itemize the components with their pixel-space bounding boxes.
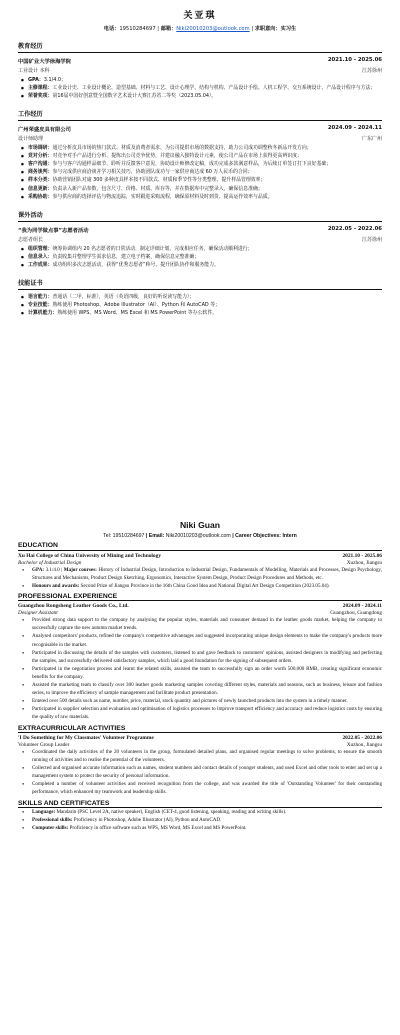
activity-location: 江苏徐州 xyxy=(361,236,382,243)
work-list xyxy=(18,144,382,201)
company-name: Guangzhou Rongsheng Leather Goods Co., Ltd. xyxy=(18,603,129,610)
contact-line: Tel: 19510284697 | Email: Niki20010203@outlook.com | Career Objectives: Intern xyxy=(103,533,297,539)
company-name: 广州荣盛皮具有限公司 xyxy=(18,126,71,133)
degree: Bachelor of Industrial Design xyxy=(18,559,82,566)
resume-chinese xyxy=(0,8,400,513)
list-item: ● Coordinated the daily activities of the 20 volunteers in the group, formulated detailed plans, and organised regular meetings to solve problems, to ensure the smooth running of activities and to realise the potential of the volunteers. xyxy=(18,748,382,764)
list-item: ● Language: Mandarin (PSC Level 2A, native speaker), English (CET-4, good listening, speaking, reading and writing skills). xyxy=(18,808,382,816)
skills-list xyxy=(18,808,382,832)
section-title-activities: EXTRACURRICULAR ACTIVITIES xyxy=(18,725,382,734)
list-item: ● GPA：3.1/4.0； xyxy=(18,76,382,84)
education-dates: 2021.10 - 2025.06 xyxy=(327,56,382,63)
activity-dates: 2022.05 - 2022.06 xyxy=(342,735,382,741)
list-item: ● 采购协助：参与供应商的选择评估与物流追踪，实时跟进采购流程，确保原材料及时到货、提高运作效率与品质。 xyxy=(18,193,382,201)
work-dates: 2024.09 - 2024.11 xyxy=(342,603,382,610)
list-item: ● Honours and awards: Second Prize of Jiangsu Province in the 16th China Good Idea and National Digital Art Design Competition (2023.05.04). xyxy=(18,582,382,590)
career-label: 求职意向： xyxy=(254,26,281,32)
education-header xyxy=(18,553,382,559)
skills-list xyxy=(18,293,382,318)
list-item: ● Computer skills: Proficiency in office software such as WPS, MS Word, MS Excel and MS PowerPoint. xyxy=(18,824,382,832)
activity-role: Volunteer Group Leader xyxy=(18,742,70,748)
work-header xyxy=(18,125,382,133)
list-item: ● Provided strong data support to the company by analysing the popular styles, materials and consumer demand in the leather goods market, helping the company to successfully capture the new autumn market trends. xyxy=(18,616,382,632)
major: 工业设计 本科 xyxy=(18,67,50,74)
list-item: ● 信息更新：负责录入新产品参数，包含尺寸、价格、材质、库存等，并在数据库中完整录入，确保信息准确； xyxy=(18,185,382,193)
career-label: Career Objectives: xyxy=(235,533,281,539)
email-link[interactable]: Niki20010203@outlook.com xyxy=(176,26,250,32)
section-title-work: 工作经历 xyxy=(18,109,382,121)
education-header xyxy=(18,57,382,65)
list-item: ● Collected and organised accurate information such as names, student numbers and contact details of younger students, and used Excel and other tools to enter and set up a management system to protect the security of personal information. xyxy=(18,764,382,780)
contact-line: 电话：19510284697 | 邮箱：Niki20010203@outlook.com | 求职意向：实习生 xyxy=(103,26,297,32)
list-item: ● 荣誉奖项：第16届中国好创意暨全国数字艺术设计大赛江苏省二等奖（2023.05.04）。 xyxy=(18,92,382,100)
email-link[interactable]: Niki20010203@outlook.com xyxy=(165,533,231,539)
education-subheader xyxy=(18,67,382,74)
list-item: ● Participated in discussing the details of the samples with customers, listened to and gave feedback to customers' opinions, assisted designers in modifying and perfecting the samples, and successfully delivered satisfactory samples, which laid a good foundation for the signing of subsequent orders. xyxy=(18,649,382,665)
activity-list xyxy=(18,748,382,797)
list-item: ● Analysed competitors' products, refined the company's competitive advantages and suggested incorporating unique design elements to make the company's products more recognisable in the market. xyxy=(18,632,382,648)
job-role: Designer Assistant xyxy=(18,610,58,617)
section-title-skills: 技能证书 xyxy=(18,278,382,290)
activity-header xyxy=(18,226,382,234)
section-title-education: EDUCATION xyxy=(18,542,382,551)
activity-dates: 2022.05 - 2022.06 xyxy=(327,225,382,232)
phone-label: 电话： xyxy=(103,26,120,32)
list-item: ● Assisted the marketing team to classify over 300 leather goods marketing samples covering different styles, materials and seasons, such as business, leisure and fashion series, to improve the efficiency of sample management and facilitate product presentation. xyxy=(18,681,382,697)
list-item: ● 语言能力：普通话（二甲，标准），英语（英语四级，良好的听说读写能力）； xyxy=(18,293,382,301)
education-list xyxy=(18,76,382,101)
list-item: ● Participated in supplier selection and evaluation and optimisation of logistics processes to improve transport efficiency and accuracy and reduce logistics costs by ensuring the quality of raw materials. xyxy=(18,705,382,721)
email-label: 邮箱： xyxy=(160,26,177,32)
list-item: ● 客户沟通：参与与客户沟通样品细节，聆听并反馈客户意见，协助设计师修改定稿，成功完成多款满意样品，为后续订单签订打下良好基础； xyxy=(18,160,382,168)
phone-label: Tel: xyxy=(103,533,112,539)
job-role: 设计师助理 xyxy=(18,135,44,142)
resume-english xyxy=(0,520,400,1032)
education-list xyxy=(18,566,382,590)
list-item: ● 计算机能力：熟练使用 WPS、MS Word、MS Excel 和 MS PowerPoint 等办公软件。 xyxy=(18,309,382,317)
phone-value: 19510284697 xyxy=(112,533,145,539)
education-dates: 2021.10 - 2025.06 xyxy=(342,552,382,559)
activity-name: 'I Do Something for My Classmates' Volunteer Programme xyxy=(18,735,154,741)
section-title-activities: 课外活动 xyxy=(18,210,382,222)
list-item: ● Participated in the negotiation process and learnt the related skills, assisted the team to successfully sign an order worth 500,000 RMB, creating significant economic benefits for the company. xyxy=(18,665,382,681)
section-title-education: 教育经历 xyxy=(18,41,382,53)
activity-name: “我为同学做点事”志愿者活动 xyxy=(18,227,89,234)
list-item: ● 信息录入：负责收集并整理学生需求信息，建立电子档案，确保信息完整准确； xyxy=(18,253,382,261)
work-subheader xyxy=(18,135,382,142)
school-name: 中国矿业大学徐海学院 xyxy=(18,58,71,65)
work-dates: 2024.09 - 2024.11 xyxy=(327,124,382,131)
list-item: ● 专业技能：熟练使用 Photoshop、Adobe Illustrator（AI）、Python 和 AutoCAD 等； xyxy=(18,301,382,309)
activity-subheader xyxy=(18,236,382,243)
list-item: ● Entered over 500 details such as name, number, price, material, stock quantity and pictures of newly launched products into the system in a timely manner. xyxy=(18,697,382,705)
activity-list xyxy=(18,245,382,270)
work-header xyxy=(18,603,382,609)
list-item: ● Professional skills: Proficiency in Photoshop, Adobe Illustrator (AI), Python and AutoCAD. xyxy=(18,816,382,824)
list-item: ● 样本分类：协助营销团队对逾 300 多种皮具样本按不同款式、材质和季节性等分类整理，提升样品管理效率； xyxy=(18,176,382,184)
activity-header xyxy=(18,735,382,741)
list-item: ● 商务谈判：参与完成供应商洽谈并学习相关技巧，协助团队成功与一家供应商达成 60 万人民币的合同； xyxy=(18,168,382,176)
work-location: 广东广州 xyxy=(361,135,382,142)
education-location: 江苏徐州 xyxy=(361,67,382,74)
section-title-work: PROFESSIONAL EXPERIENCE xyxy=(18,593,382,602)
list-item: ● 竞对分析：对竞争对手产品进行分析，提炼出公司竞争优势，并建议融入独特设计元素，使公司产品在市场上获得更高辨识度； xyxy=(18,152,382,160)
list-item: ● 主修课程：工业设计史、工业设计概论、造型基础、材料与工艺、设计心理学、结构与机构、产品设计手绘、人机工程学、交互系统设计、产品设计程序与方法； xyxy=(18,84,382,92)
activity-location: Xuzhou, Jiangsu xyxy=(346,742,382,748)
activity-role: 志愿者组长 xyxy=(18,236,44,243)
name-heading: 关亚琪 xyxy=(183,11,217,21)
email-label: Email: xyxy=(148,533,165,539)
name-heading: Niki Guan xyxy=(179,520,221,530)
phone-value: 19510284697 xyxy=(119,26,156,32)
list-item: ● 市场调研：通过分析皮具市场的热门款式、材质及消费者需求，为公司提供市场的数据支持，助力公司成功调整秋冬新品开发方向； xyxy=(18,144,382,152)
work-location: Guangzhou, Guangdong xyxy=(330,610,382,617)
list-item: ● 工作成果：成功组织多次志愿活动，获得“优秀志愿者”称号，提升团队协作和服务能力。 xyxy=(18,261,382,269)
career-value: Intern xyxy=(282,533,297,539)
section-title-skills: SKILLS AND CERTIFICATES xyxy=(18,800,382,809)
list-item: ● GPA: 3.1/4.0 | Major courses: History of Industrial Design, Introduction to Industrial Design, Fundamentals of Modelling, Materials and Processes, Design Psychology, Structures and Mechanisms, Product Design Sketching, Ergonomics, Interactive System Design, Product Design Procedures and Methods, etc. xyxy=(18,566,382,582)
school-name: Xu Hai College of China University of Mining and Technology xyxy=(18,552,162,559)
education-location: Xuzhou, Jiangsu xyxy=(346,559,382,566)
list-item: ● Completed a number of volunteer activities and received recognition from the college, and was awarded the title of 'Outstanding Volunteer' for their outstanding performance, which enhanced my teamwork and leadership skills. xyxy=(18,780,382,796)
work-list xyxy=(18,616,382,721)
career-value: 实习生 xyxy=(280,26,297,32)
list-item: ● 组织管理：统筹协调组内 20 名志愿者的日常活动，制定详细计划，完成相应任务，确保活动顺利进行； xyxy=(18,245,382,253)
